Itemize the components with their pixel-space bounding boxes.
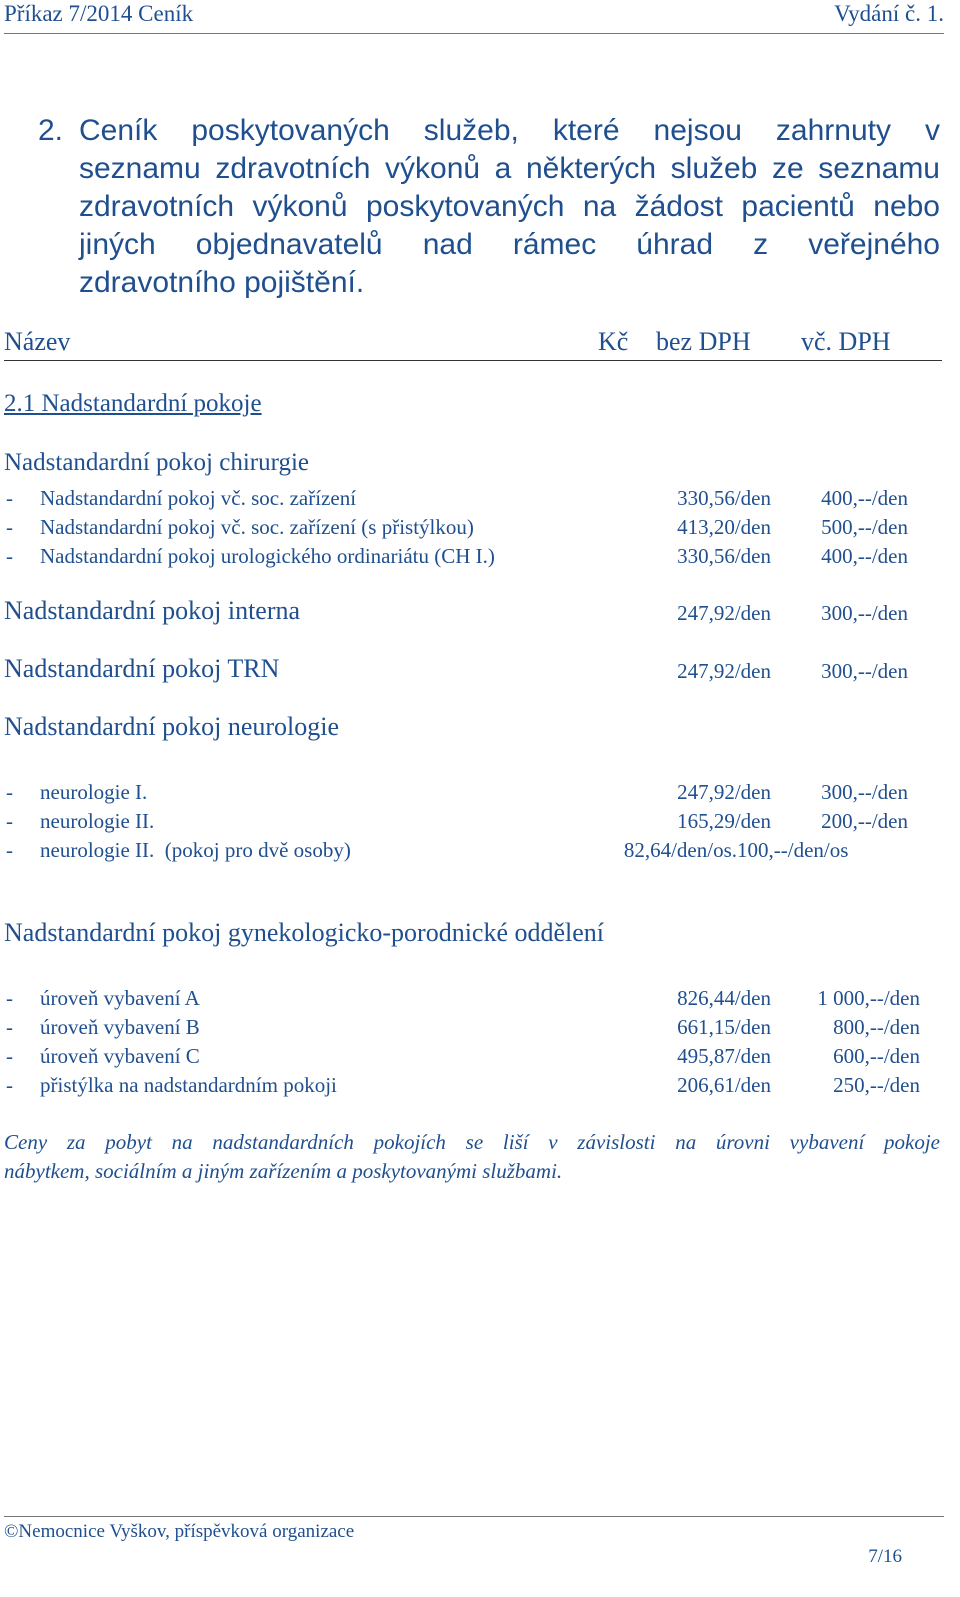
price-with-vat: 100,--/den/os [737, 838, 849, 862]
header-divider [4, 33, 944, 34]
heading-line-5: zdravotního pojištění. [79, 266, 365, 299]
price-with-vat: 400,--/den [821, 486, 908, 510]
price-with-vat: 300,--/den [821, 780, 908, 804]
row-label: neurologie II. [40, 809, 155, 833]
price-without-vat: 247,92/den [677, 601, 771, 625]
page-number: 7/16 [868, 1546, 902, 1567]
group-title-interna: Nadstandardní pokoj interna [4, 596, 301, 625]
column-header-with-vat: vč. DPH [801, 327, 891, 356]
row-label: úroveň vybavení C [40, 1044, 200, 1068]
price-with-vat: 800,--/den [833, 1015, 920, 1039]
heading-number: 2. [38, 114, 64, 147]
group-title-neurologie: Nadstandardní pokoj neurologie [4, 712, 340, 741]
price-without-vat: 247,92/den [677, 659, 771, 683]
row-dash: - [6, 1015, 13, 1039]
price-without-vat: 495,87/den [677, 1044, 771, 1068]
row-label: Nadstandardní pokoj vč. soc. zařízení (s přistýlkou) [40, 515, 474, 539]
section-title: 2.1 Nadstandardní pokoje [4, 390, 262, 417]
price-with-vat: 500,--/den [821, 515, 908, 539]
document-header-edition: Vydání č. 1. [834, 1, 944, 26]
price-with-vat: 300,--/den [821, 601, 908, 625]
row-label: neurologie II. (pokoj pro dvě osoby) [40, 838, 351, 862]
column-header-without-vat: bez DPH [656, 327, 751, 356]
price-with-vat: 200,--/den [821, 809, 908, 833]
row-dash: - [6, 838, 13, 862]
row-dash: - [6, 544, 13, 568]
price-with-vat: 300,--/den [821, 659, 908, 683]
heading-line-1: Ceník poskytovaných služeb, které nejsou zahrnuty v [79, 114, 940, 147]
price-without-vat: 330,56/den [677, 486, 771, 510]
price-with-vat: 250,--/den [833, 1073, 920, 1097]
footer-divider [4, 1516, 944, 1517]
price-with-vat: 600,--/den [833, 1044, 920, 1068]
document-header-title: Příkaz 7/2014 Ceník [4, 1, 194, 26]
price-without-vat: 165,29/den [677, 809, 771, 833]
price-without-vat: 330,56/den [677, 544, 771, 568]
column-header-name: Název [4, 327, 71, 356]
price-note-line-1: Ceny za pobyt na nadstandardních pokojích se liší v závislosti na úrovni vybavení pokoje [4, 1130, 940, 1154]
row-dash: - [6, 1073, 13, 1097]
column-header-currency: Kč [598, 327, 629, 356]
price-without-vat: 82,64/den/os. [623, 838, 737, 862]
row-dash: - [6, 486, 13, 510]
price-with-vat: 1 000,--/den [817, 986, 920, 1010]
row-label: Nadstandardní pokoj urologického ordinariátu (CH I.) [40, 544, 495, 568]
group-title-trn: Nadstandardní pokoj TRN [4, 654, 280, 683]
row-dash: - [6, 809, 13, 833]
row-dash: - [6, 986, 13, 1010]
row-label: přistýlka na nadstandardním pokoji [40, 1073, 337, 1097]
column-header-divider [4, 360, 942, 361]
row-label: úroveň vybavení A [40, 986, 200, 1010]
price-without-vat: 247,92/den [677, 780, 771, 804]
price-with-vat: 400,--/den [821, 544, 908, 568]
heading-line-3: zdravotních výkonů poskytovaných na žádost pacientů nebo [79, 190, 940, 223]
price-without-vat: 826,44/den [677, 986, 771, 1010]
group-title-chirurgie: Nadstandardní pokoj chirurgie [4, 449, 310, 476]
footer-organization: ©Nemocnice Vyškov, příspěvková organizace [4, 1521, 355, 1542]
heading-line-2: seznamu zdravotních výkonů a některých služeb ze seznamu [79, 152, 940, 185]
row-label: Nadstandardní pokoj vč. soc. zařízení [40, 486, 357, 510]
row-dash: - [6, 1044, 13, 1068]
price-note-line-2: nábytkem, sociálním a jiným zařízením a poskytovanými službami. [4, 1159, 563, 1183]
group-title-gynekologie: Nadstandardní pokoj gynekologicko-porodnické oddělení [4, 918, 605, 947]
heading-line-4: jiných objednavatelů nad rámec úhrad z veřejného [79, 228, 940, 261]
price-note [4, 1128, 940, 1186]
row-dash: - [6, 515, 13, 539]
price-without-vat: 206,61/den [677, 1073, 771, 1097]
price-without-vat: 661,15/den [677, 1015, 771, 1039]
row-label: úroveň vybavení B [40, 1015, 200, 1039]
price-without-vat: 413,20/den [677, 515, 771, 539]
row-dash: - [6, 780, 13, 804]
row-label: neurologie I. [40, 780, 148, 804]
